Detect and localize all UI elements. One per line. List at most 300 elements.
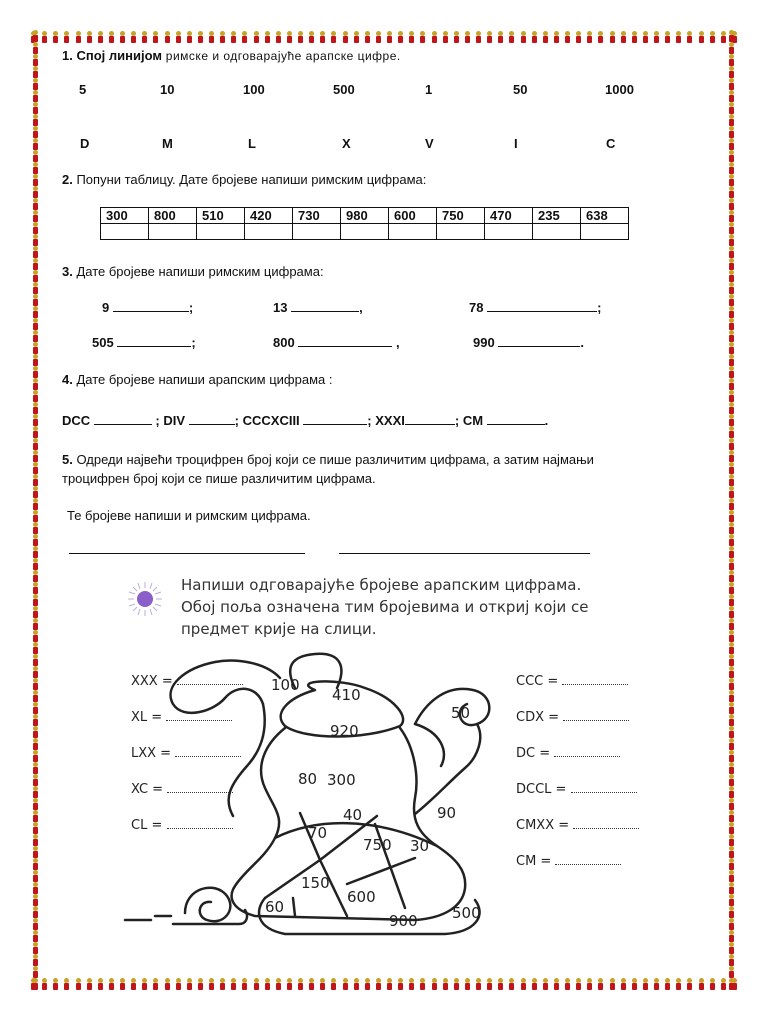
- answer-cell[interactable]: [389, 224, 437, 240]
- roman-label: CM =: [516, 854, 552, 869]
- ornament-icon: [32, 870, 39, 882]
- ornament-icon: [728, 930, 735, 942]
- puzzle-field-value[interactable]: 900: [389, 912, 418, 930]
- ornament-icon: [32, 750, 39, 762]
- ornament-icon: [728, 222, 735, 234]
- ornament-icon: [32, 354, 39, 366]
- ornament-icon: [63, 978, 70, 990]
- ornament-icon: [319, 31, 326, 43]
- ornament-icon: [141, 31, 148, 43]
- ornament-icon: [728, 294, 735, 306]
- roman-label: CDX =: [516, 710, 560, 725]
- q3-number: 800: [273, 335, 295, 350]
- answer-line[interactable]: [117, 334, 191, 347]
- answer-cell[interactable]: [341, 224, 389, 240]
- ornament-icon: [728, 426, 735, 438]
- ornament-icon: [32, 438, 39, 450]
- roman-label: CL =: [131, 818, 163, 833]
- ornament-icon: [728, 330, 735, 342]
- answer-line[interactable]: [291, 299, 359, 312]
- ornament-icon: [728, 726, 735, 738]
- ornament-icon: [186, 31, 193, 43]
- puzzle-field-value[interactable]: 30: [410, 837, 430, 855]
- ornament-icon: [728, 438, 735, 450]
- puzzle-field-value[interactable]: 750: [363, 836, 392, 854]
- answer-cell[interactable]: [533, 224, 581, 240]
- ornament-icon: [32, 126, 39, 138]
- ornament-icon: [564, 978, 571, 990]
- table-header-row: [101, 208, 629, 224]
- ornament-icon: [32, 714, 39, 726]
- ornament-icon: [728, 786, 735, 798]
- ornament-icon: [728, 594, 735, 606]
- q3-item: [273, 299, 363, 315]
- ornament-icon: [609, 978, 616, 990]
- ornament-icon: [241, 978, 248, 990]
- puzzle-right-item: [516, 746, 620, 761]
- answer-line[interactable]: [298, 334, 392, 347]
- ornament-icon: [728, 342, 735, 354]
- ornament-icon: [728, 858, 735, 870]
- ornament-icon: [41, 31, 48, 43]
- roman-label: XC =: [131, 782, 164, 797]
- ornament-icon: [297, 31, 304, 43]
- ornament-icon: [32, 66, 39, 78]
- ornament-icon: [475, 31, 482, 43]
- answer-dots[interactable]: [573, 818, 639, 829]
- ornament-icon: [728, 714, 735, 726]
- answer-line[interactable]: [487, 412, 545, 425]
- table-cell-value: 750: [437, 208, 485, 224]
- ornament-icon: [728, 462, 735, 474]
- ornament-icon: [275, 978, 282, 990]
- ornament-icon: [408, 978, 415, 990]
- ornament-icon: [297, 978, 304, 990]
- ornament-icon: [32, 846, 39, 858]
- ornament-icon: [728, 138, 735, 150]
- ornament-icon: [728, 114, 735, 126]
- answer-cell[interactable]: [197, 224, 245, 240]
- answer-dots[interactable]: [554, 746, 620, 757]
- ornament-icon: [32, 762, 39, 774]
- ornament-icon: [508, 31, 515, 43]
- q4-roman: ; CM: [454, 413, 484, 428]
- ornament-icon: [353, 31, 360, 43]
- puzzle-field-value[interactable]: 300: [327, 771, 356, 789]
- ornament-icon: [620, 978, 627, 990]
- ornament-icon: [253, 31, 260, 43]
- ornament-icon: [728, 618, 735, 630]
- ornament-icon: [52, 978, 59, 990]
- ornament-icon: [152, 31, 159, 43]
- puzzle-field-value[interactable]: 500: [452, 904, 481, 922]
- ornament-icon: [728, 630, 735, 642]
- ornament-icon: [728, 762, 735, 774]
- q3-number: 990: [473, 335, 495, 350]
- ornament-icon: [141, 978, 148, 990]
- puzzle-instruction-2: Обој поља означена тим бројевима и откриј који се: [181, 598, 589, 616]
- ornament-icon: [728, 606, 735, 618]
- puzzle-field-value[interactable]: 50: [451, 704, 471, 722]
- ornament-icon: [653, 978, 660, 990]
- ornament-icon: [728, 942, 735, 954]
- ornament-icon: [32, 42, 39, 54]
- ornament-icon: [609, 31, 616, 43]
- ornament-icon: [686, 31, 693, 43]
- question-1-bold-text: Спој линијом: [76, 48, 162, 63]
- ornament-border-right: [728, 30, 738, 990]
- ornament-icon: [728, 642, 735, 654]
- ornament-icon: [32, 930, 39, 942]
- ornament-icon: [720, 31, 727, 43]
- ornament-icon: [508, 978, 515, 990]
- q3-item: [473, 334, 584, 350]
- answer-cell[interactable]: [293, 224, 341, 240]
- q4-roman: DCC: [62, 413, 91, 428]
- ornament-icon: [620, 31, 627, 43]
- ornament-icon: [230, 31, 237, 43]
- ornament-icon: [152, 978, 159, 990]
- ornament-icon: [386, 978, 393, 990]
- ornament-icon: [32, 618, 39, 630]
- ornament-icon: [475, 978, 482, 990]
- answer-line[interactable]: [498, 334, 580, 347]
- ornament-icon: [175, 978, 182, 990]
- ornament-icon: [97, 31, 104, 43]
- table-cell-value: 800: [149, 208, 197, 224]
- q3-number: 9: [102, 300, 110, 315]
- question-1-text: римске и одговарајуће арапске цифре.: [161, 49, 401, 63]
- ornament-icon: [75, 31, 82, 43]
- ornament-icon: [219, 978, 226, 990]
- answer-cell[interactable]: [485, 224, 533, 240]
- ornament-icon: [653, 31, 660, 43]
- ornament-icon: [728, 498, 735, 510]
- ornament-icon: [119, 31, 126, 43]
- table-cell-value: 300: [101, 208, 149, 224]
- ornament-icon: [32, 678, 39, 690]
- ornament-border-left: [32, 30, 42, 990]
- ornament-icon: [728, 690, 735, 702]
- ornament-icon: [32, 270, 39, 282]
- ornament-icon: [32, 798, 39, 810]
- ornament-icon: [564, 31, 571, 43]
- ornament-icon: [119, 978, 126, 990]
- ornament-icon: [728, 414, 735, 426]
- ornament-icon: [728, 894, 735, 906]
- q3-separator: ,: [395, 335, 400, 350]
- ornament-icon: [32, 774, 39, 786]
- puzzle-right-item: [516, 818, 639, 833]
- answer-line[interactable]: [405, 412, 455, 425]
- ornament-icon: [442, 31, 449, 43]
- teapot-coloring-picture: [115, 648, 505, 938]
- ornament-icon: [32, 474, 39, 486]
- question-3-number: 3.: [62, 264, 73, 279]
- ornament-icon: [728, 102, 735, 114]
- ornament-icon: [364, 978, 371, 990]
- ornament-icon: [520, 978, 527, 990]
- puzzle-field-value[interactable]: 60: [265, 898, 285, 916]
- ornament-icon: [728, 582, 735, 594]
- ornament-icon: [32, 462, 39, 474]
- ornament-icon: [63, 31, 70, 43]
- ornament-icon: [32, 138, 39, 150]
- ornament-icon: [32, 546, 39, 558]
- ornament-icon: [728, 810, 735, 822]
- puzzle-right-item: [516, 674, 628, 689]
- ornament-icon: [32, 174, 39, 186]
- ornament-icon: [130, 978, 137, 990]
- ornament-icon: [728, 474, 735, 486]
- table-cell-value: 600: [389, 208, 437, 224]
- q3-number: 505: [92, 335, 114, 350]
- ornament-icon: [453, 31, 460, 43]
- answer-line[interactable]: [189, 412, 235, 425]
- ornament-icon: [32, 114, 39, 126]
- puzzle-field-value[interactable]: 70: [308, 824, 328, 842]
- q3-item: [92, 334, 196, 350]
- ornament-icon: [230, 978, 237, 990]
- ornament-icon: [728, 510, 735, 522]
- ornament-icon: [208, 978, 215, 990]
- ornament-icon: [208, 31, 215, 43]
- ornament-icon: [397, 978, 404, 990]
- table-cell-value: 420: [245, 208, 293, 224]
- ornament-icon: [728, 750, 735, 762]
- ornament-icon: [728, 42, 735, 54]
- answer-dots[interactable]: [562, 674, 628, 685]
- ornament-icon: [728, 570, 735, 582]
- ornament-icon: [32, 222, 39, 234]
- ornament-icon: [728, 162, 735, 174]
- ornament-icon: [75, 978, 82, 990]
- ornament-icon: [728, 126, 735, 138]
- ornament-icon: [542, 31, 549, 43]
- ornament-icon: [41, 978, 48, 990]
- ornament-icon: [431, 978, 438, 990]
- ornament-icon: [728, 198, 735, 210]
- ornament-icon: [728, 54, 735, 66]
- arabic-number: 5: [79, 82, 87, 97]
- table-cell-value: 638: [581, 208, 629, 224]
- question-3-heading: [62, 264, 324, 279]
- answer-cell[interactable]: [149, 224, 197, 240]
- q4-roman: ; DIV: [155, 413, 186, 428]
- ornament-icon: [32, 318, 39, 330]
- ornament-icon: [32, 954, 39, 966]
- question-2-text: Попуни таблицу. Дате бројеве напиши римским цифрама:: [72, 172, 427, 187]
- puzzle-right-item: [516, 782, 637, 797]
- ornament-icon: [728, 78, 735, 90]
- ornament-icon: [32, 30, 39, 42]
- ornament-icon: [32, 510, 39, 522]
- ornament-icon: [728, 666, 735, 678]
- ornament-icon: [32, 654, 39, 666]
- roman-label: DC =: [516, 746, 551, 761]
- ornament-icon: [728, 402, 735, 414]
- roman-label: XL =: [131, 710, 163, 725]
- ornament-icon: [32, 210, 39, 222]
- q3-separator: ;: [191, 335, 196, 350]
- ornament-icon: [553, 31, 560, 43]
- question-4-text: Дате бројеве напиши арапским цифрама :: [72, 372, 333, 387]
- ornament-icon: [32, 702, 39, 714]
- ornament-icon: [32, 102, 39, 114]
- ornament-icon: [197, 31, 204, 43]
- answer-dots[interactable]: [555, 854, 621, 865]
- arabic-number: 50: [513, 82, 528, 97]
- ornament-icon: [397, 31, 404, 43]
- roman-label: XXX =: [131, 674, 173, 689]
- ornament-icon: [32, 246, 39, 258]
- ornament-icon: [664, 31, 671, 43]
- ornament-border-bottom: [30, 978, 738, 994]
- ornament-icon: [728, 90, 735, 102]
- ornament-icon: [186, 978, 193, 990]
- question-5-line-3: Те бројеве напиши и римским цифрама.: [67, 508, 311, 523]
- ornament-icon: [642, 31, 649, 43]
- ornament-icon: [32, 330, 39, 342]
- puzzle-field-value[interactable]: 40: [343, 806, 363, 824]
- ornament-icon: [32, 726, 39, 738]
- ornament-icon: [728, 906, 735, 918]
- puzzle-field-value[interactable]: 100: [271, 676, 300, 694]
- ornament-icon: [32, 606, 39, 618]
- ornament-icon: [275, 31, 282, 43]
- answer-line-smallest[interactable]: [339, 553, 590, 554]
- question-1-heading: [62, 48, 401, 63]
- ornament-icon: [642, 978, 649, 990]
- ornament-icon: [32, 414, 39, 426]
- answer-line[interactable]: [113, 299, 189, 312]
- ornament-icon: [728, 318, 735, 330]
- question-4-heading: [62, 372, 332, 387]
- ornament-icon: [32, 570, 39, 582]
- ornament-icon: [86, 31, 93, 43]
- ornament-icon: [709, 31, 716, 43]
- ornament-icon: [553, 978, 560, 990]
- ornament-icon: [32, 294, 39, 306]
- snail-shell: [185, 888, 230, 922]
- ornament-icon: [728, 174, 735, 186]
- roman-label: LXX =: [131, 746, 172, 761]
- ornament-icon: [728, 270, 735, 282]
- ornament-icon: [130, 31, 137, 43]
- ornament-icon: [675, 31, 682, 43]
- puzzle-instruction-3: предмет крије на слици.: [181, 620, 377, 638]
- roman-number: V: [425, 136, 434, 151]
- ornament-icon: [32, 690, 39, 702]
- ornament-icon: [497, 31, 504, 43]
- ornament-icon: [728, 186, 735, 198]
- answer-cell[interactable]: [245, 224, 293, 240]
- puzzle-field-value[interactable]: 150: [301, 874, 330, 892]
- ornament-icon: [728, 654, 735, 666]
- roman-label: CCC =: [516, 674, 559, 689]
- ornament-icon: [728, 678, 735, 690]
- puzzle-field-value[interactable]: 600: [347, 888, 376, 906]
- q4-items: [62, 412, 548, 428]
- question-5-text: Одреди највећи троцифрен број који се пише различитим цифрама, а затим најмањи: [72, 452, 594, 467]
- ornament-icon: [197, 978, 204, 990]
- roman-label: CMXX =: [516, 818, 570, 833]
- ornament-icon: [32, 486, 39, 498]
- ornament-icon: [32, 894, 39, 906]
- ornament-icon: [464, 978, 471, 990]
- ornament-icon: [108, 978, 115, 990]
- answer-dots[interactable]: [571, 782, 637, 793]
- question-5-line-2: троцифрен број који се пише различитим цифрама.: [62, 471, 376, 486]
- ornament-icon: [728, 918, 735, 930]
- answer-line[interactable]: [303, 412, 367, 425]
- ornament-icon: [32, 426, 39, 438]
- ornament-icon: [728, 486, 735, 498]
- ornament-icon: [597, 31, 604, 43]
- puzzle-right-item: [516, 710, 629, 725]
- ornament-icon: [728, 66, 735, 78]
- puzzle-right-item: [516, 854, 621, 869]
- ornament-icon: [728, 774, 735, 786]
- ornament-icon: [542, 978, 549, 990]
- answer-dots[interactable]: [563, 710, 629, 721]
- q3-separator: .: [580, 335, 584, 350]
- ornament-icon: [52, 31, 59, 43]
- ornament-icon: [286, 31, 293, 43]
- ornament-icon: [353, 978, 360, 990]
- ornament-icon: [431, 31, 438, 43]
- ornament-icon: [728, 558, 735, 570]
- answer-cell[interactable]: [581, 224, 629, 240]
- question-5-number: 5.: [62, 452, 73, 467]
- q3-separator: ,: [359, 300, 363, 315]
- roman-label: DCCL =: [516, 782, 567, 797]
- ornament-icon: [32, 390, 39, 402]
- ornament-icon: [698, 31, 705, 43]
- puzzle-field-value[interactable]: 920: [330, 722, 359, 740]
- puzzle-field-value[interactable]: 410: [332, 686, 361, 704]
- answer-cell[interactable]: [101, 224, 149, 240]
- arabic-number: 500: [333, 82, 355, 97]
- ornament-icon: [728, 546, 735, 558]
- puzzle-field-value[interactable]: 90: [437, 804, 457, 822]
- table-cell-value: 980: [341, 208, 389, 224]
- q3-item: [273, 334, 400, 350]
- answer-line[interactable]: [487, 299, 597, 312]
- answer-line-largest[interactable]: [69, 553, 305, 554]
- question-2-number: 2.: [62, 172, 73, 187]
- ornament-icon: [32, 534, 39, 546]
- ornament-icon: [728, 822, 735, 834]
- ornament-icon: [728, 246, 735, 258]
- ornament-icon: [728, 378, 735, 390]
- puzzle-field-value[interactable]: 80: [298, 770, 318, 788]
- ornament-icon: [386, 31, 393, 43]
- ornament-icon: [164, 31, 171, 43]
- ornament-icon: [728, 390, 735, 402]
- ornament-icon: [728, 522, 735, 534]
- answer-cell[interactable]: [437, 224, 485, 240]
- answer-line[interactable]: [94, 412, 152, 425]
- question-1-number: 1.: [62, 48, 73, 63]
- ornament-icon: [319, 978, 326, 990]
- table-cell-value: 470: [485, 208, 533, 224]
- ornament-icon: [32, 630, 39, 642]
- ornament-border-top: [30, 31, 738, 47]
- ornament-icon: [32, 402, 39, 414]
- roman-number: D: [80, 136, 90, 151]
- ornament-icon: [728, 234, 735, 246]
